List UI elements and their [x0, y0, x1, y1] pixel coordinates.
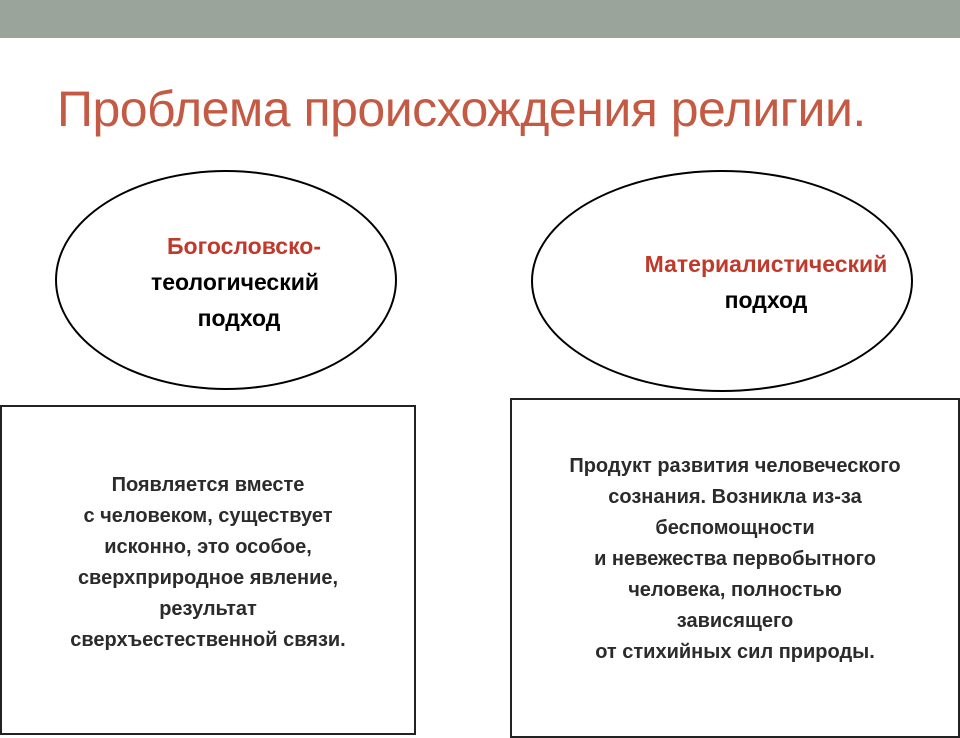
description-line: от стихийных сил природы.: [595, 641, 875, 663]
description-line: человека, полностью: [628, 579, 842, 601]
description-line: и невежества первобытного: [594, 548, 876, 570]
description-line: с человеком, существует: [83, 505, 333, 527]
description-line: Продукт развития человеческого: [569, 455, 901, 477]
theological-approach-line: подход: [197, 305, 281, 331]
theological-approach-line: Богословско-: [166, 233, 322, 259]
materialistic-approach-label: [588, 246, 944, 318]
description-line: Появляется вместе: [111, 474, 305, 496]
description-line: сверхприродное явление,: [77, 567, 339, 589]
description-line: зависящего: [676, 610, 794, 632]
description-line: беспомощности: [655, 517, 815, 539]
top-decor-bar: [0, 0, 960, 38]
theological-description-text: [10, 470, 406, 656]
description-line: исконно, это особое,: [104, 536, 312, 558]
materialistic-approach-line: Материалистический: [644, 251, 888, 277]
theological-approach-label: [90, 228, 380, 336]
theological-approach-line: теологический: [150, 269, 320, 295]
materialistic-description-text: [512, 451, 958, 668]
materialistic-approach-line: подход: [724, 287, 808, 313]
slide-title: Проблема происхождения религии.: [57, 81, 866, 137]
description-line: сознания. Возникла из-за: [608, 486, 862, 508]
description-line: сверхъестественной связи.: [70, 629, 346, 651]
description-line: результат: [159, 598, 257, 620]
